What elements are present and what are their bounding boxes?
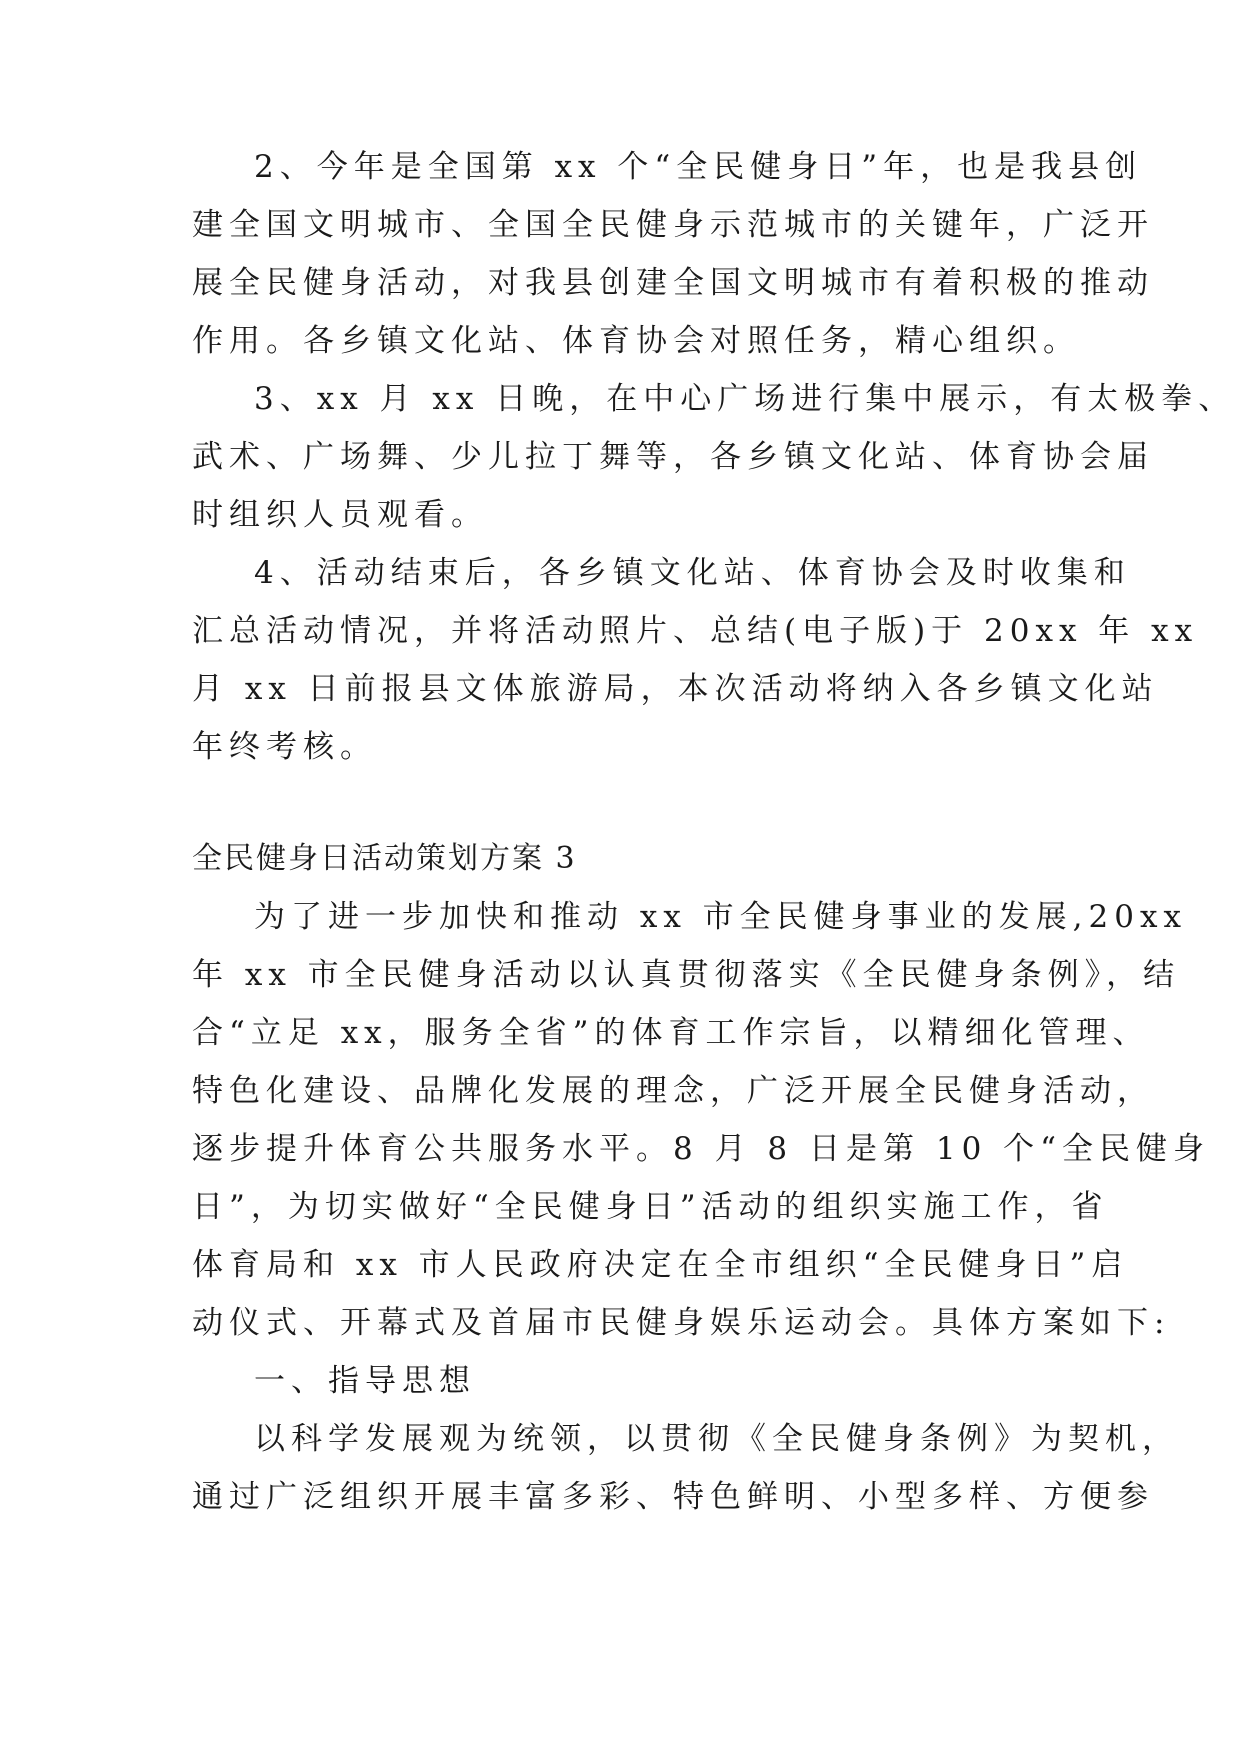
paragraph-4-line-3: 月 xx 日前报县文体旅游局，本次活动将纳入各乡镇文化站 [192, 671, 1159, 707]
intro-line-6: 日”，为切实做好“全民健身日”活动的组织实施工作，省 [192, 1189, 1109, 1225]
paragraph-4-line-1: 4、活动结束后，各乡镇文化站、体育协会及时收集和 [254, 555, 1131, 591]
paragraph-3-line-1: 3、xx 月 xx 日晚，在中心广场进行集中展示，有太极拳、 [254, 381, 1236, 417]
intro-line-3: 合“立足 xx，服务全省”的体育工作宗旨，以精细化管理、 [192, 1015, 1150, 1051]
intro-line-8: 动仪式、开幕式及首届市民健身娱乐运动会。具体方案如下: [192, 1305, 1171, 1341]
intro-line-4: 特色化建设、品牌化发展的理念，广泛开展全民健身活动， [192, 1073, 1154, 1109]
paragraph-4-line-4: 年终考核。 [192, 729, 377, 765]
paragraph-2-line-4: 作用。各乡镇文化站、体育协会对照任务，精心组织。 [192, 323, 1080, 359]
intro-line-2: 年 xx 市全民健身活动以认真贯彻落实《全民健身条例》，结 [192, 957, 1181, 993]
paragraph-4-line-2: 汇总活动情况，并将活动照片、总结(电子版)于 20xx 年 xx [192, 613, 1199, 649]
paragraph-2-line-1: 2、今年是全国第 xx 个“全民健身日”年，也是我县创 [254, 149, 1143, 185]
guiding-line-1: 以科学发展观为统领，以贯彻《全民健身条例》为契机， [254, 1421, 1179, 1457]
guiding-line-2: 通过广泛组织开展丰富多彩、特色鲜明、小型多样、方便参 [192, 1479, 1154, 1515]
paragraph-3-line-2: 武术、广场舞、少儿拉丁舞等，各乡镇文化站、体育协会届 [192, 439, 1154, 475]
section-title: 全民健身日活动策划方案 3 [192, 841, 577, 876]
subheading-guiding-ideology: 一、指导思想 [254, 1363, 476, 1399]
intro-line-1: 为了进一步加快和推动 xx 市全民健身事业的发展,20xx [254, 899, 1187, 935]
paragraph-2-line-2: 建全国文明城市、全国全民健身示范城市的关键年，广泛开 [192, 207, 1154, 243]
paragraph-2-line-3: 展全民健身活动，对我县创建全国文明城市有着积极的推动 [192, 265, 1154, 301]
intro-line-5: 逐步提升体育公共服务水平。8 月 8 日是第 10 个“全民健身 [192, 1131, 1211, 1167]
intro-line-7: 体育局和 xx 市人民政府决定在全市组织“全民健身日”启 [192, 1247, 1129, 1283]
paragraph-3-line-3: 时组织人员观看。 [192, 497, 488, 533]
